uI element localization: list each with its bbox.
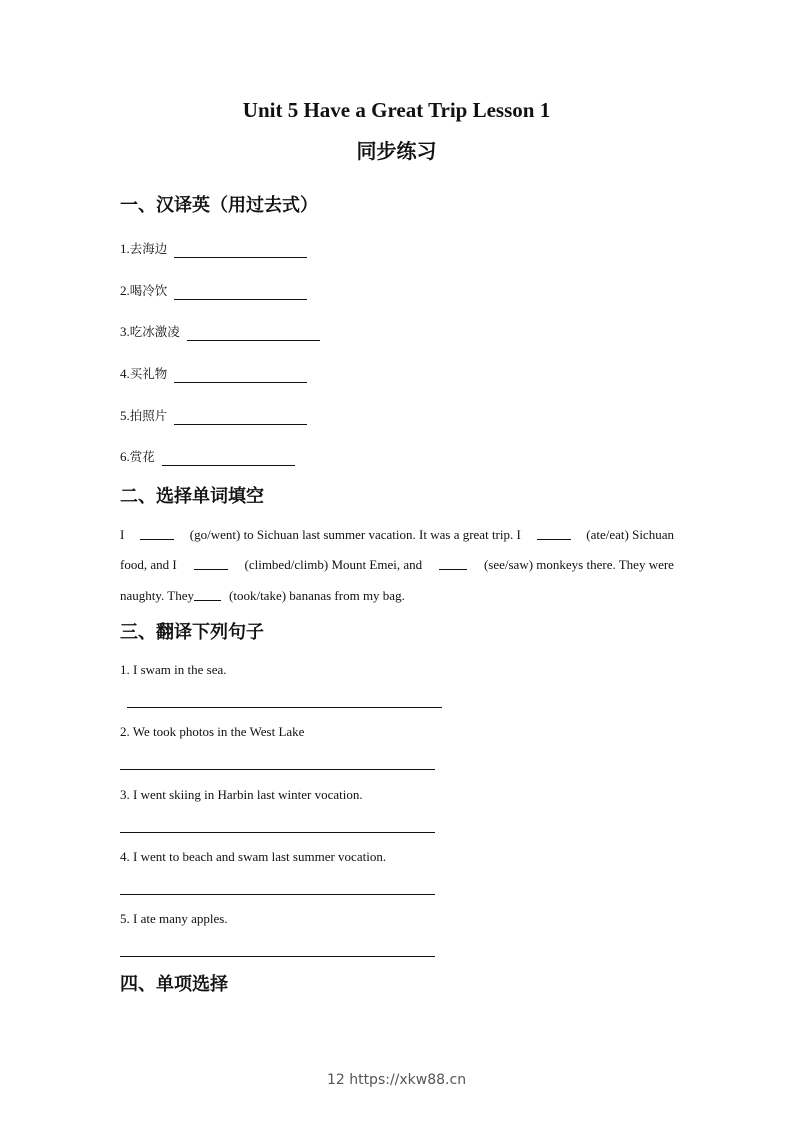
vocab-item-1 <box>120 238 307 258</box>
section-4-heading: 四、单项选择 <box>120 974 228 995</box>
fill-blank-4[interactable] <box>439 556 467 570</box>
paragraph-line-3 <box>120 587 674 605</box>
text-segment: (climbed/climb) Mount Emei, and <box>244 557 423 572</box>
sentence-1: 1. I swam in the sea. <box>120 662 227 677</box>
item-number: 6. <box>120 449 130 464</box>
fill-blank-1[interactable] <box>140 526 174 540</box>
answer-blank[interactable] <box>162 451 295 466</box>
text-segment: (see/saw) monkeys there. They were <box>483 557 674 572</box>
item-number: 4. <box>120 366 130 381</box>
answer-line-1[interactable] <box>127 707 442 708</box>
answer-blank[interactable] <box>174 243 307 258</box>
paragraph-line-2 <box>120 556 674 574</box>
vocab-item-3 <box>120 321 320 341</box>
answer-line-5[interactable] <box>120 956 435 957</box>
item-number: 5. <box>120 408 130 423</box>
answer-line-3[interactable] <box>120 832 435 833</box>
vocab-item-4 <box>120 363 307 383</box>
text-segment: I <box>120 527 125 542</box>
text-segment: food, and I <box>120 557 177 572</box>
page-footer: 12 https://xkw88.cn <box>326 1072 467 1088</box>
text-segment: (took/take) bananas from my bag. <box>229 588 405 603</box>
answer-blank[interactable] <box>187 326 320 341</box>
answer-line-4[interactable] <box>120 894 435 895</box>
item-number: 1. <box>120 241 130 256</box>
fill-blank-2[interactable] <box>537 526 571 540</box>
section-3-heading: 三、翻译下列句子 <box>120 622 264 643</box>
fill-blank-5[interactable] <box>194 587 221 601</box>
item-text: 喝冷饮 <box>129 283 168 298</box>
sentence-2: 2. We took photos in the West Lake <box>120 724 305 739</box>
document-title: Unit 5 Have a Great Trip Lesson 1 <box>242 98 551 122</box>
item-text: 拍照片 <box>129 408 168 423</box>
vocab-item-6 <box>120 446 295 466</box>
section-2-heading: 二、选择单词填空 <box>120 486 264 507</box>
item-text: 赏花 <box>129 449 155 464</box>
item-number: 3. <box>120 324 130 339</box>
sentence-5: 5. I ate many apples. <box>120 911 228 926</box>
vocab-item-5 <box>120 405 307 425</box>
text-segment: (go/went) to Sichuan last summer vacation. It was a great trip. I <box>189 527 521 542</box>
item-text: 买礼物 <box>129 366 168 381</box>
sentence-4: 4. I went to beach and swam last summer vocation. <box>120 849 387 864</box>
answer-blank[interactable] <box>174 410 307 425</box>
vocab-item-2 <box>120 280 307 300</box>
paragraph-line-1 <box>120 526 674 544</box>
text-segment: (ate/eat) Sichuan <box>586 527 674 542</box>
item-text: 吃冰激凌 <box>129 324 180 339</box>
fill-blank-3[interactable] <box>194 556 228 570</box>
item-text: 去海边 <box>129 241 168 256</box>
answer-blank[interactable] <box>174 285 307 300</box>
document-subtitle: 同步练习 <box>356 139 437 163</box>
section-1-heading: 一、汉译英（用过去式） <box>120 195 318 216</box>
text-segment: naughty. They <box>120 588 195 603</box>
answer-blank[interactable] <box>174 368 307 383</box>
sentence-3: 3. I went skiing in Harbin last winter vocation. <box>120 787 363 802</box>
answer-line-2[interactable] <box>120 769 435 770</box>
item-number: 2. <box>120 283 130 298</box>
